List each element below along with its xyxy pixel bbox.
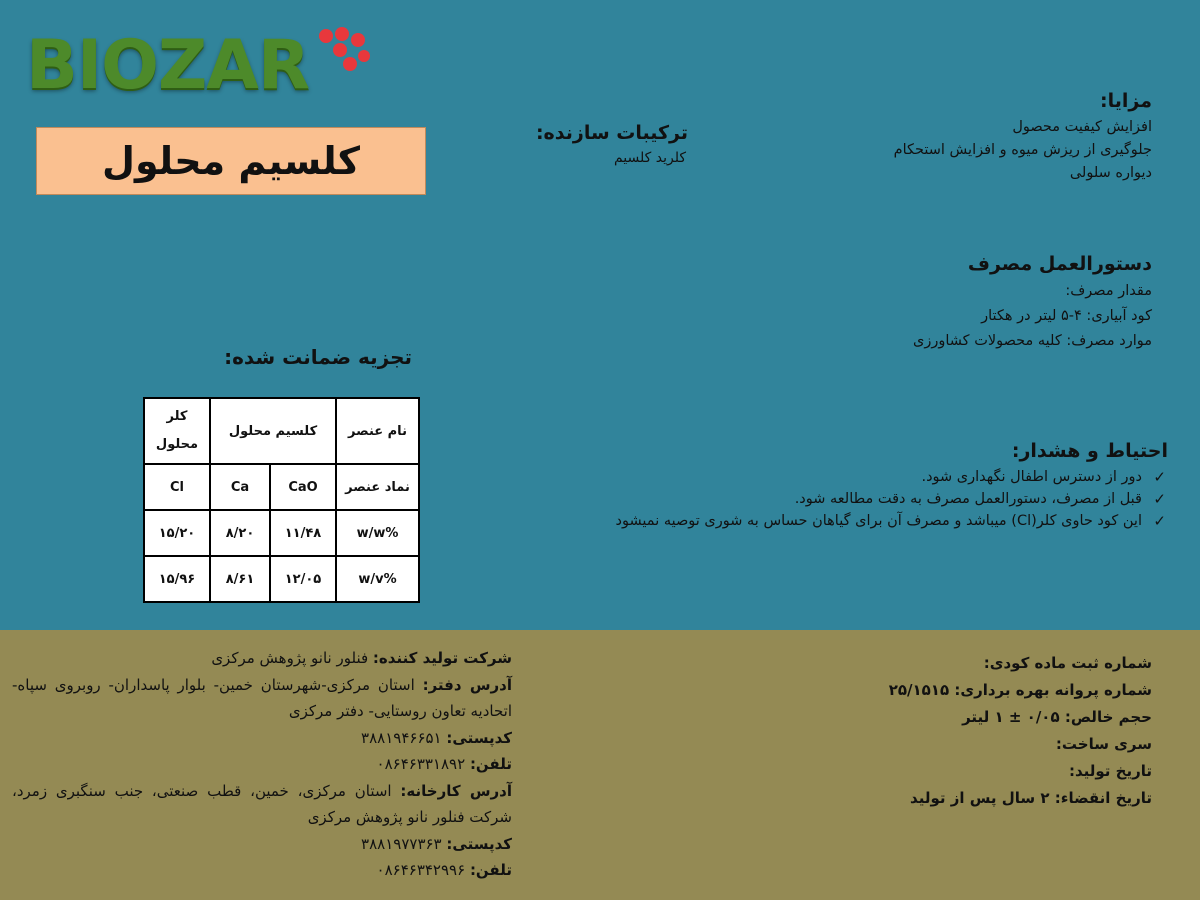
table-cell: کلسیم محلول [210,398,336,464]
table-cell: Cl [144,464,210,510]
office-address: آدرس دفتر: استان مرکزی-شهرستان خمین- بلوار پاسداران- روبروی سپاه- اتحادیه تعاون روستایی- دفتر مرکزی [12,675,512,720]
table-row [144,464,419,510]
table-row [144,556,419,602]
table-cell: ۱۲/۰۵ [270,556,336,602]
specs-section [772,650,1152,812]
factory-postal: کدپستی: ۳۸۸۱۹۷۷۳۶۳ [361,834,512,853]
table-cell: w/v% [336,556,419,602]
biozar-logo [26,26,326,106]
composition-section [468,122,688,166]
hearts-icon [316,26,376,76]
factory-phone: تلفن: ۰۸۶۴۶۳۴۲۹۹۶ [376,861,512,879]
manufacturer-section [12,645,512,884]
benefits-heading: مزایا: [1100,90,1152,112]
table-cell: ۸/۶۱ [210,556,270,602]
spec-line: سری ساخت: [1055,735,1152,753]
spec-line: تاریخ انقضاء: ۲ سال پس از تولید [910,789,1152,807]
warnings-heading: احتیاط و هشدار: [1011,440,1168,462]
usage-line: کود آبیاری: ۴-۵ لیتر در هکتار [981,308,1152,324]
table-row [144,398,419,464]
benefit-line: جلوگیری از ریزش میوه و افزایش استحکام [893,142,1152,158]
check-icon: ✓ [1153,512,1166,530]
check-icon: ✓ [1153,468,1166,486]
warning-text: دور از دسترس اطفال نگهداری شود. [921,469,1142,485]
product-title: کلسیم محلول [101,139,361,183]
office-postal: کدپستی: ۳۸۸۱۹۴۶۶۵۱ [361,728,512,747]
office-phone: تلفن: ۰۸۶۴۶۳۳۱۸۹۲ [376,755,512,773]
composition-heading: ترکیبات سازنده: [535,122,688,144]
table-cell: کلر محلول [144,398,210,464]
spec-line: تاریخ تولید: [1068,762,1152,780]
check-icon: ✓ [1153,490,1166,508]
table-cell: CaO [270,464,336,510]
usage-heading: دستورالعمل مصرف [967,253,1152,275]
table-cell: Ca [210,464,270,510]
warnings-section [608,440,1168,532]
benefits-section [792,90,1152,185]
warning-item [608,510,1168,532]
table-cell: ۸/۲۰ [210,510,270,556]
warning-text: قبل از مصرف، دستورالعمل مصرف به دقت مطالعه شود. [794,491,1142,507]
usage-line: موارد مصرف: کلیه محصولات کشاورزی [912,333,1152,349]
table-cell: ۱۵/۹۶ [144,556,210,602]
table-row [144,510,419,556]
analysis-table [143,397,420,603]
table-cell: ۱۵/۲۰ [144,510,210,556]
benefit-line: دیواره سلولی [1069,165,1152,181]
warning-item [608,466,1168,488]
table-cell: نام عنصر [336,398,419,464]
spec-line: شماره ثبت ماده کودی: [983,654,1152,672]
table-cell: ۱۱/۴۸ [270,510,336,556]
table-cell: نماد عنصر [336,464,419,510]
usage-line: مقدار مصرف: [1065,283,1152,299]
composition-value: کلرید کلسیم [613,150,686,166]
analysis-heading: تجزیه ضمانت شده: [224,345,412,369]
factory-address: آدرس کارخانه: استان مرکزی، خمین، قطب صنعتی، جنب سنگبری زمرد، شرکت فنلور نانو پژوهش مرکزی [12,781,512,826]
benefit-line: افزایش کیفیت محصول [1012,119,1152,135]
warning-text: این کود حاوی کلر(Cl) میباشد و مصرف آن برای گیاهان حساس به شوری توصیه نمیشود [615,513,1142,529]
company-line: شرکت تولید کننده: فنلور نانو پژوهش مرکزی [211,649,512,667]
warning-item [608,488,1168,510]
product-title-box [36,127,426,195]
logo-text: BIOZAR [26,26,310,105]
table-cell: w/w% [336,510,419,556]
usage-section [792,253,1152,354]
spec-line: حجم خالص: ۰/۰۵ ± ۱ لیتر [962,708,1152,726]
spec-line: شماره پروانه بهره برداری: ۲۵/۱۵۱۵ [888,681,1152,699]
